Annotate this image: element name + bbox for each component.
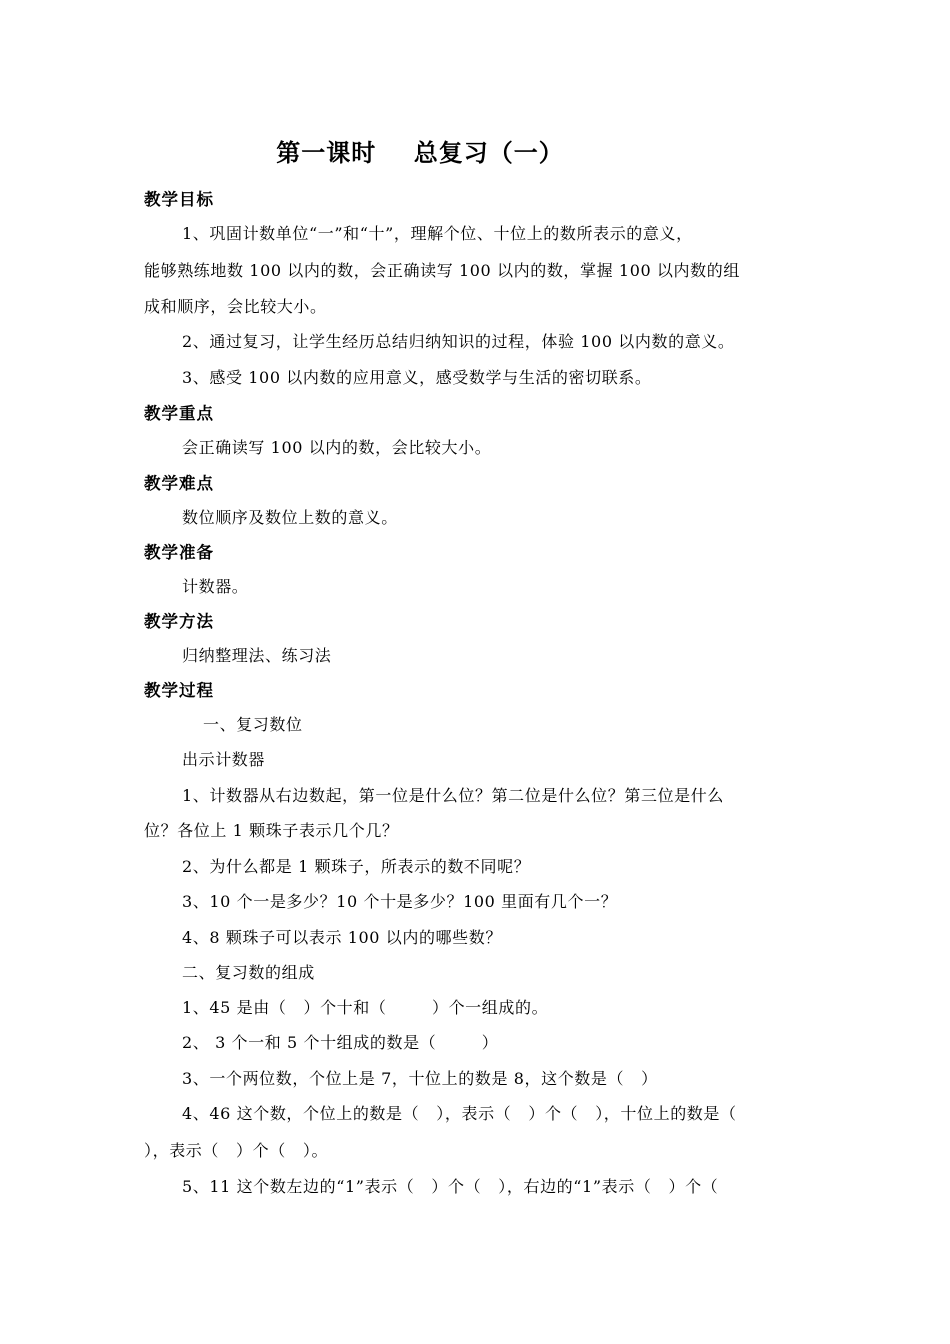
preparation-text: 计数器。 — [182, 577, 249, 596]
exercise-3: 3、一个两位数，个位上是 7，十位上的数是 8，这个数是（ ） — [182, 1069, 658, 1088]
methods-text: 归纳整理法、练习法 — [182, 646, 332, 665]
question-1-line-1: 1、计数器从右边数起，第一位是什么位？第二位是什么位？第三位是什么 — [182, 786, 724, 805]
objective-1-line-3: 成和顺序，会比较大小。 — [144, 297, 327, 316]
key-points-text: 会正确读写 100 以内的数，会比较大小。 — [182, 438, 492, 457]
difficulties-text: 数位顺序及数位上数的意义。 — [182, 508, 398, 527]
page-title: 第一课时 总复习（一） — [276, 139, 564, 167]
heading-objectives: 教学目标 — [144, 190, 214, 209]
heading-process: 教学过程 — [144, 681, 214, 700]
objective-3: 3、感受 100 以内数的应用意义，感受数学与生活的密切联系。 — [182, 368, 652, 387]
objective-2: 2、通过复习，让学生经历总结归纳知识的过程，体验 100 以内数的意义。 — [182, 332, 735, 351]
heading-key-points: 教学重点 — [144, 404, 214, 423]
heading-difficulties: 教学难点 — [144, 474, 214, 493]
exercise-1: 1、45 是由（ ）个十和（ ）个一组成的。 — [182, 998, 549, 1017]
exercise-4-line-1: 4、46 这个数，个位上的数是（ ），表示（ ）个（ ），十位上的数是（ — [182, 1104, 737, 1123]
heading-preparation: 教学准备 — [144, 543, 214, 562]
process-part-2-title: 二、复习数的组成 — [182, 963, 315, 982]
heading-methods: 教学方法 — [144, 612, 214, 631]
objective-1-line-1: 1、巩固计数单位“一”和“十”，理解个位、十位上的数所表示的意义， — [182, 224, 693, 243]
exercise-5-line-1: 5、11 这个数左边的“1”表示（ ）个（ ），右边的“1”表示（ ）个（ — [182, 1177, 719, 1196]
exercise-2: 2、 3 个一和 5 个十组成的数是（ ） — [182, 1033, 499, 1052]
exercise-4-line-2: ），表示（ ）个（ ）。 — [144, 1141, 329, 1160]
question-2: 2、为什么都是 1 颗珠子，所表示的数不同呢？ — [182, 857, 531, 876]
process-part-1-title: 一、复习数位 — [203, 715, 303, 734]
objective-1-line-2: 能够熟练地数 100 以内的数，会正确读写 100 以内的数，掌握 100 以内数的组 — [144, 261, 740, 280]
process-part-1-intro: 出示计数器 — [182, 750, 266, 769]
question-1-line-2: 位？各位上 1 颗珠子表示几个几？ — [144, 821, 399, 840]
question-3: 3、10 个一是多少？10 个十是多少？100 里面有几个一？ — [182, 892, 618, 911]
question-4: 4、8 颗珠子可以表示 100 以内的哪些数？ — [182, 928, 502, 947]
